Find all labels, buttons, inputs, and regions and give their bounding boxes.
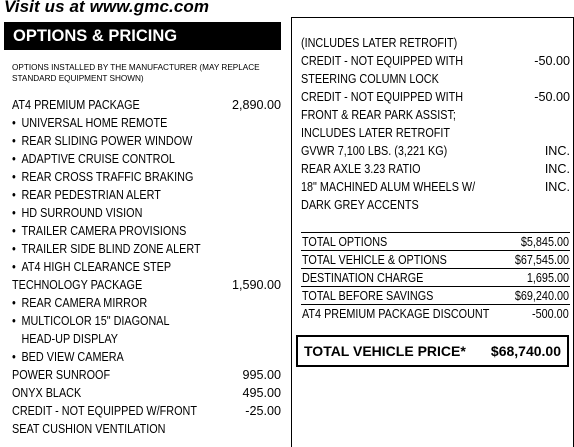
site-url: Visit us at www.gmc.com bbox=[4, 0, 210, 16]
option-line-amount: 2,890.00 bbox=[231, 97, 281, 112]
summary-amount: -500.00 bbox=[532, 307, 569, 321]
option-line bbox=[301, 88, 570, 106]
summary-row bbox=[301, 286, 570, 304]
option-line bbox=[301, 106, 570, 124]
option-line-amount: -50.00 bbox=[534, 90, 570, 104]
option-line bbox=[12, 222, 281, 240]
option-line-text: CREDIT - NOT EQUIPPED WITH bbox=[301, 54, 464, 68]
option-line bbox=[301, 34, 570, 52]
option-line bbox=[301, 70, 570, 88]
option-line-text: • AT4 HIGH CLEARANCE STEP bbox=[12, 258, 171, 276]
option-line-text: • BED VIEW CAMERA bbox=[12, 348, 124, 366]
summary-label: TOTAL OPTIONS bbox=[302, 235, 388, 249]
option-line-text: • HD SURROUND VISION bbox=[12, 204, 142, 222]
price-summary bbox=[301, 232, 570, 322]
total-price-amount: $68,740.00 bbox=[490, 343, 561, 359]
option-line-text: ONYX BLACK bbox=[12, 385, 82, 400]
summary-row bbox=[301, 232, 570, 250]
option-line-text: • REAR CAMERA MIRROR bbox=[12, 294, 147, 312]
option-line-text: STEERING COLUMN LOCK bbox=[301, 72, 439, 86]
right-options-list bbox=[301, 34, 570, 214]
option-line bbox=[12, 294, 281, 312]
option-line-amount: INC. bbox=[544, 162, 570, 176]
option-line-text: AT4 PREMIUM PACKAGE bbox=[12, 97, 140, 112]
option-line-text: DARK GREY ACCENTS bbox=[301, 198, 419, 212]
summary-amount: $5,845.00 bbox=[520, 235, 569, 249]
summary-amount: 1,695.00 bbox=[526, 271, 569, 285]
option-line bbox=[12, 402, 281, 420]
total-price-label: TOTAL VEHICLE PRICE* bbox=[304, 343, 466, 359]
option-line bbox=[12, 330, 281, 348]
option-line bbox=[12, 420, 281, 438]
option-line-amount: INC. bbox=[544, 180, 570, 194]
option-line-text: • MULTICOLOR 15" DIAGONAL bbox=[12, 312, 170, 330]
option-line-text: TECHNOLOGY PACKAGE bbox=[12, 277, 143, 292]
option-line-amount: -50.00 bbox=[534, 54, 570, 68]
summary-amount: $67,545.00 bbox=[514, 253, 569, 267]
option-line-text: • REAR PEDESTRIAN ALERT bbox=[12, 186, 161, 204]
total-vehicle-price-box bbox=[296, 335, 569, 367]
option-line-text: INCLUDES LATER RETROFIT bbox=[301, 126, 451, 140]
option-line bbox=[301, 124, 570, 142]
option-line bbox=[12, 168, 281, 186]
option-line-amount: 995.00 bbox=[242, 367, 281, 382]
option-line bbox=[12, 384, 281, 402]
option-line-text: SEAT CUSHION VENTILATION bbox=[12, 421, 166, 436]
option-line-amount: INC. bbox=[544, 144, 570, 158]
summary-row bbox=[301, 268, 570, 286]
option-line-text: • TRAILER SIDE BLIND ZONE ALERT bbox=[12, 240, 201, 258]
summary-row bbox=[301, 250, 570, 268]
summary-label: TOTAL BEFORE SAVINGS bbox=[302, 289, 434, 303]
option-line-amount: 495.00 bbox=[242, 385, 281, 400]
option-line-text: • TRAILER CAMERA PROVISIONS bbox=[12, 222, 186, 240]
option-line-text: • REAR SLIDING POWER WINDOW bbox=[12, 132, 192, 150]
left-options-list bbox=[12, 96, 281, 438]
option-line-text: • UNIVERSAL HOME REMOTE bbox=[12, 114, 167, 132]
option-line-text: HEAD-UP DISPLAY bbox=[21, 331, 118, 346]
option-line bbox=[12, 276, 281, 294]
summary-row bbox=[301, 304, 570, 322]
option-line bbox=[12, 312, 281, 330]
option-line-amount: 1,590.00 bbox=[231, 277, 281, 292]
option-line-text: REAR AXLE 3.23 RATIO bbox=[301, 162, 421, 176]
fine-print-note: OPTIONS INSTALLED BY THE MANUFACTURER (MAY REPLACE STANDARD EQUIPMENT SHOWN) bbox=[12, 63, 260, 83]
option-line-text: FRONT & REAR PARK ASSIST; bbox=[301, 108, 456, 122]
option-line bbox=[12, 132, 281, 150]
option-line bbox=[12, 348, 281, 366]
option-line bbox=[301, 160, 570, 178]
option-line-amount: -25.00 bbox=[245, 403, 281, 418]
option-line bbox=[12, 150, 281, 168]
option-line-text: 18" MACHINED ALUM WHEELS W/ bbox=[301, 180, 476, 194]
option-line bbox=[301, 196, 570, 214]
option-line-text: CREDIT - NOT EQUIPPED W/FRONT bbox=[12, 403, 197, 418]
option-line bbox=[12, 204, 281, 222]
option-line bbox=[301, 142, 570, 160]
options-pricing-header: OPTIONS & PRICING bbox=[4, 22, 281, 50]
option-line bbox=[301, 178, 570, 196]
option-line-text: CREDIT - NOT EQUIPPED WITH bbox=[301, 90, 464, 104]
summary-label: TOTAL VEHICLE & OPTIONS bbox=[302, 253, 447, 267]
option-line-text: • ADAPTIVE CRUISE CONTROL bbox=[12, 150, 175, 168]
summary-label: AT4 PREMIUM PACKAGE DISCOUNT bbox=[302, 307, 490, 321]
option-line bbox=[12, 240, 281, 258]
option-line bbox=[12, 96, 281, 114]
summary-amount: $69,240.00 bbox=[514, 289, 569, 303]
option-line bbox=[301, 52, 570, 70]
option-line bbox=[12, 114, 281, 132]
option-line-text: POWER SUNROOF bbox=[12, 367, 111, 382]
option-line bbox=[12, 186, 281, 204]
option-line bbox=[12, 366, 281, 384]
option-line-text: (INCLUDES LATER RETROFIT) bbox=[301, 36, 458, 50]
summary-label: DESTINATION CHARGE bbox=[302, 271, 424, 285]
option-line bbox=[12, 258, 281, 276]
option-line-text: GVWR 7,100 LBS. (3,221 KG) bbox=[301, 144, 448, 158]
option-line-text: • REAR CROSS TRAFFIC BRAKING bbox=[12, 168, 193, 186]
